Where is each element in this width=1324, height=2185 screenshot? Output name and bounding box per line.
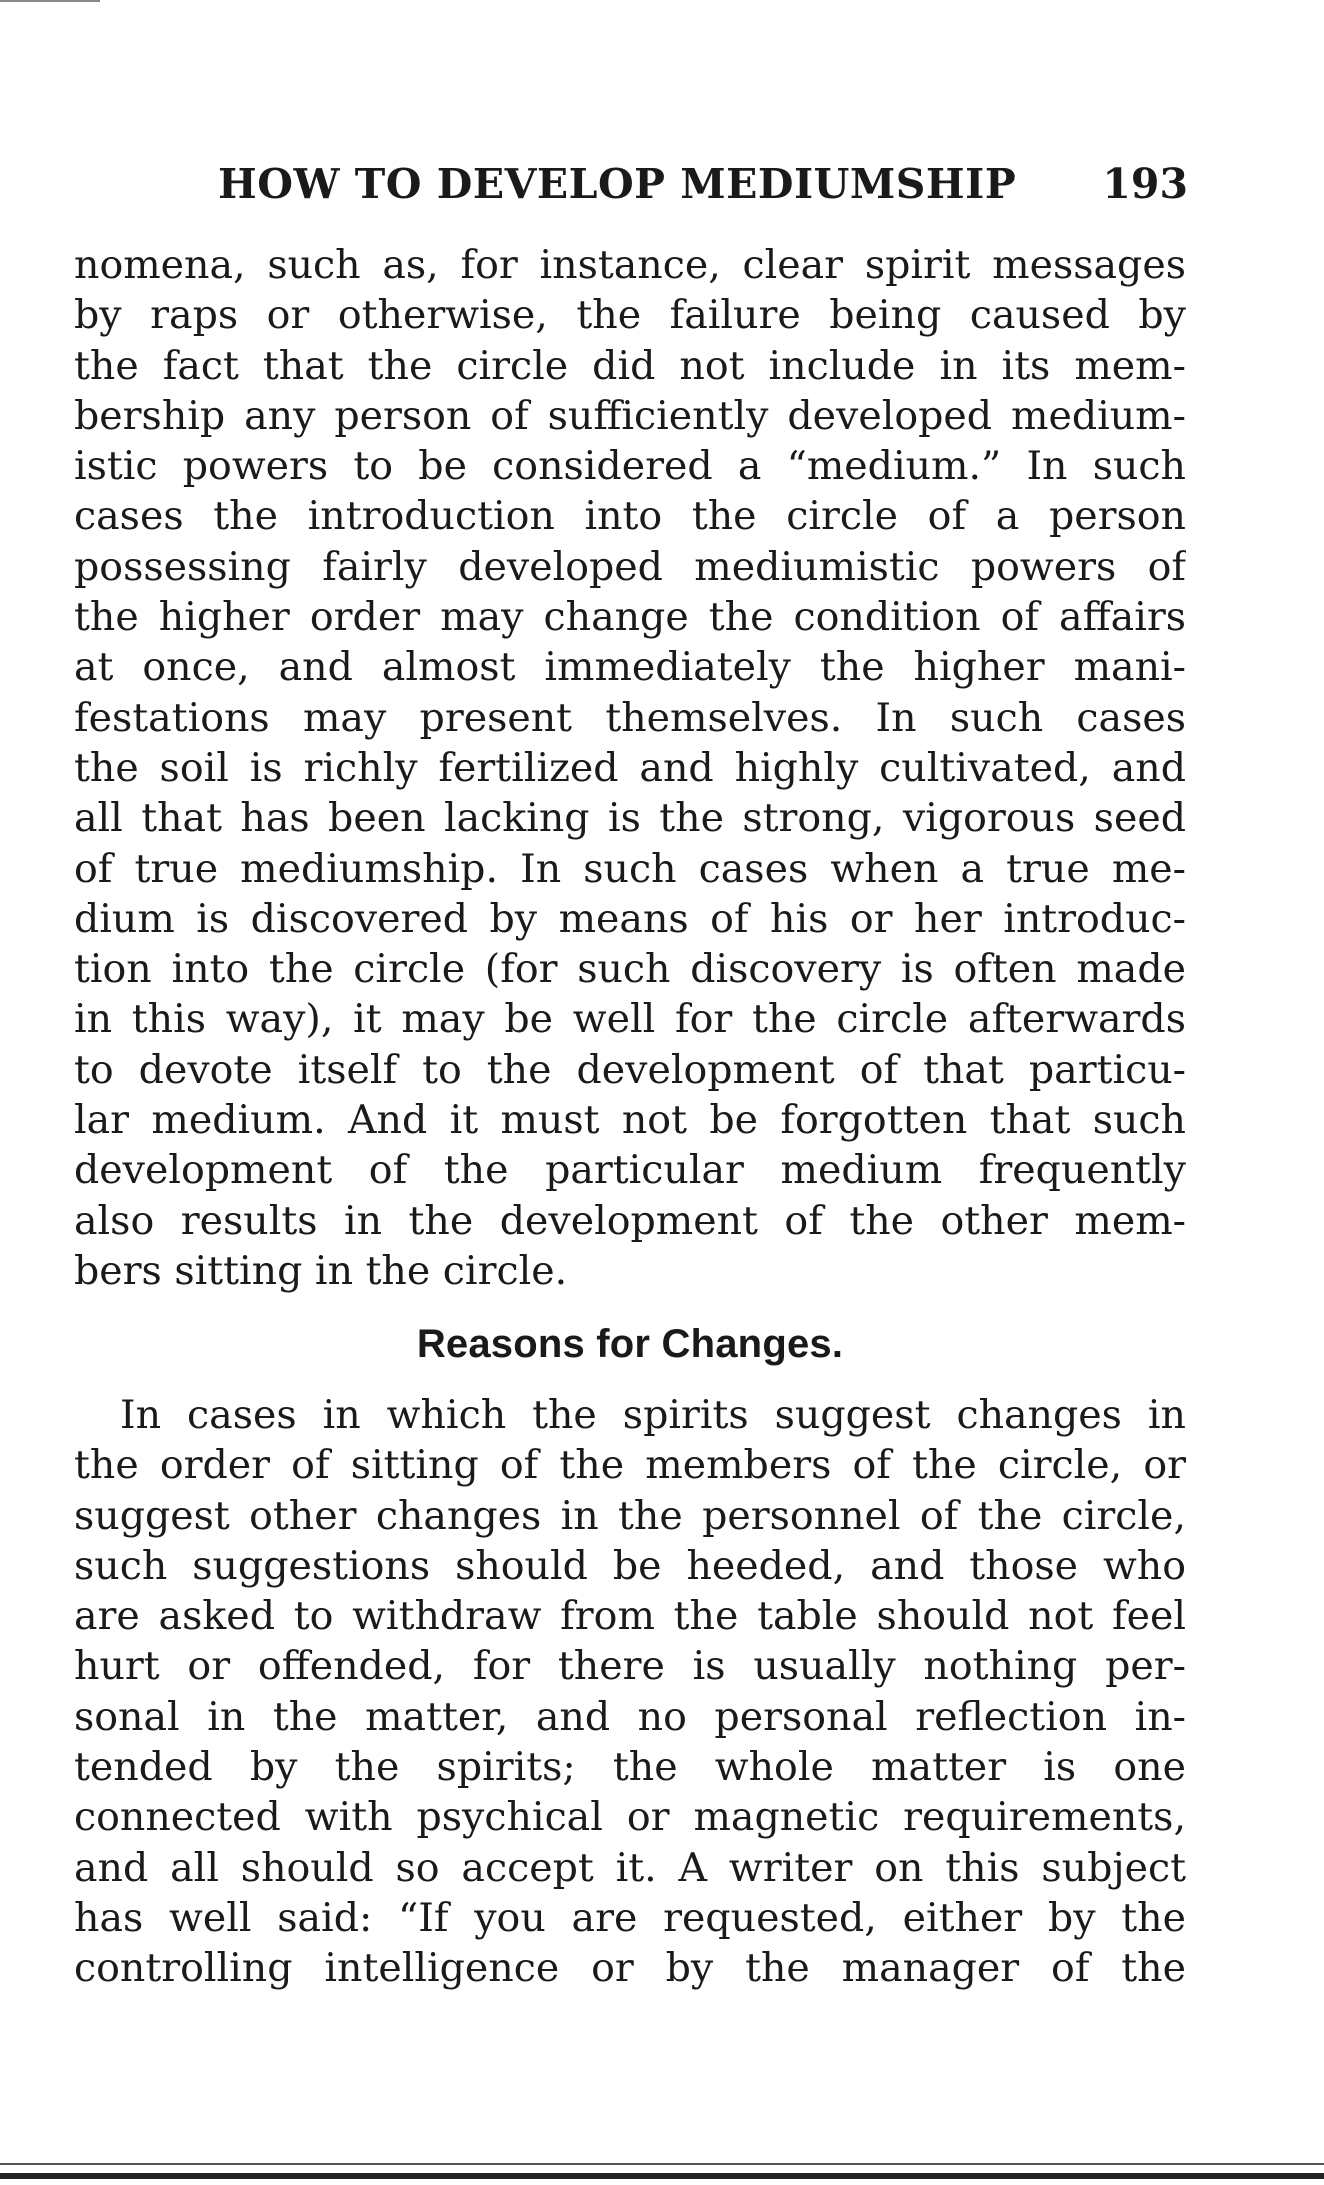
text-line: has well said: “If you are requested, either by the <box>74 1894 1186 1941</box>
text-line: bership any person of sufficiently developed medium- <box>74 392 1186 439</box>
text-line: controlling intelligence or by the manager of the <box>74 1945 1186 1992</box>
page-bottom-rule-thin <box>0 2163 1324 2165</box>
text-line: the soil is richly fertilized and highly cultivated, and <box>74 744 1186 791</box>
text-line: and all should so accept it. A writer on this subject <box>74 1844 1186 1891</box>
text-line: festations may present themselves. In such cases <box>74 694 1186 741</box>
running-title: HOW TO DEVELOP MEDIUMSHIP <box>218 160 1017 208</box>
text-line: tended by the spirits; the whole matter is one <box>74 1744 1186 1791</box>
text-line: bers sitting in the circle. <box>74 1247 568 1294</box>
text-line: nomena, such as, for instance, clear spirit messages <box>74 242 1186 288</box>
text-line: the fact that the circle did not include in its mem- <box>74 342 1186 389</box>
scan-edge-mark <box>0 0 100 2</box>
text-line: suggest other changes in the personnel of the circle, <box>74 1492 1186 1539</box>
text-line: lar medium. And it must not be forgotten that such <box>74 1097 1186 1144</box>
text-line: of true mediumship. In such cases when a true me- <box>74 845 1186 892</box>
text-line: cases the introduction into the circle of a person <box>74 493 1186 540</box>
text-line: development of the particular medium frequently <box>74 1147 1186 1194</box>
page-bottom-rule <box>0 2173 1324 2179</box>
text-line: also results in the development of the other mem- <box>74 1197 1186 1244</box>
page-header <box>218 160 1188 216</box>
text-line: hurt or offended, for there is usually nothing per- <box>74 1643 1186 1690</box>
text-line: such suggestions should be heeded, and those who <box>74 1542 1186 1589</box>
text-line: istic powers to be considered a “medium.” In such <box>74 443 1186 490</box>
text-line: tion into the circle (for such discovery is often made <box>74 946 1186 993</box>
text-line: to devote itself to the development of that particu- <box>74 1046 1186 1093</box>
text-line: are asked to withdraw from the table should not feel <box>74 1593 1186 1640</box>
text-line: possessing fairly developed mediumistic powers of <box>74 543 1186 590</box>
section-heading: Reasons for Changes. <box>416 1322 844 1366</box>
text-line: in this way), it may be well for the circle afterwards <box>74 996 1186 1043</box>
text-line: dium is discovered by means of his or her introduc- <box>74 895 1186 942</box>
text-line: In cases in which the spirits suggest changes in <box>120 1392 1186 1438</box>
text-line: at once, and almost immediately the higher mani- <box>74 644 1186 691</box>
paragraph-continued <box>74 240 1186 1296</box>
page-number: 193 <box>1102 160 1188 208</box>
text-line: by raps or otherwise, the failure being caused by <box>74 292 1186 339</box>
text-line: the order of sitting of the members of the circle, or <box>74 1442 1186 1489</box>
text-line: sonal in the matter, and no personal reflection in- <box>74 1693 1186 1740</box>
text-line: the higher order may change the condition of affairs <box>74 594 1186 641</box>
text-line: connected with psychical or magnetic requirements, <box>74 1794 1186 1841</box>
text-line: all that has been lacking is the strong, vigorous seed <box>74 795 1186 842</box>
paragraph-reasons-for-changes <box>74 1390 1186 1994</box>
